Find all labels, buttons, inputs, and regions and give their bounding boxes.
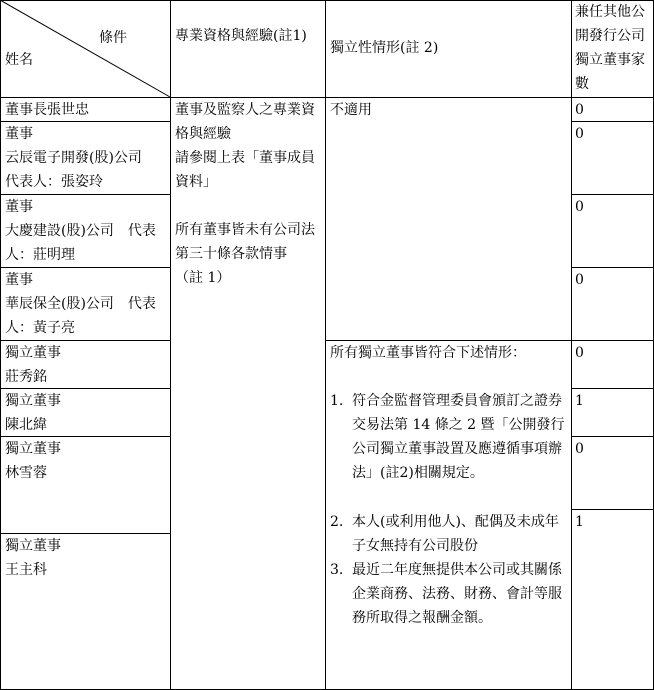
company-law-text: 所有董事皆未有公司法第三十條各款情事 （註 1）: [175, 222, 315, 286]
col-divider-3: [571, 0, 572, 690]
header-other-count: 兼任其他公開發行公司獨立董事家數: [575, 4, 645, 92]
header-name-label: 姓名: [5, 52, 33, 68]
header-independence: 獨立性情形(註 2): [330, 40, 439, 56]
not-applicable-text: 不適用: [330, 102, 372, 118]
other-company-count: 0: [575, 345, 584, 361]
independence-item-number: 1.: [330, 393, 344, 409]
experience-text: 董事及監察人之專業資格與經驗 請參閱上表「董事成員資料」: [175, 102, 315, 190]
header-experience: 專業資格與經驗(註1): [175, 28, 307, 44]
independence-item-number: 2.: [330, 514, 344, 530]
other-company-count: 1: [575, 514, 584, 530]
table-border-left: [0, 0, 1, 690]
independence-item-number: 3.: [330, 562, 344, 578]
director-name: 獨立董事 王主科: [5, 538, 61, 578]
director-name: 獨立董事 林雪蓉: [5, 441, 61, 481]
director-name: 董事長張世忠: [5, 102, 89, 118]
independence-item-text: 符合金監督管理委員會頒訂之證券交易法第 14 條之 2 暨「公開發行公司獨立董事設置及應遵循事項辦法」(註2)相關規定。: [352, 393, 565, 481]
director-name: 獨立董事 陳北緯: [5, 393, 61, 433]
director-name: 董事 云辰電子開發(股)公司 代表人：張姿玲: [5, 126, 142, 190]
other-company-count: 0: [575, 272, 584, 288]
other-company-count: 0: [575, 199, 584, 215]
director-name: 獨立董事 莊秀銘: [5, 345, 61, 385]
independence-item-text: 最近二年度無提供本公司或其關係企業商務、法務、財務、會計等服務所取得之報酬金額。: [352, 562, 562, 626]
other-company-count: 0: [575, 102, 584, 118]
header-condition-label: 條件: [99, 30, 127, 46]
col-divider-2: [325, 0, 326, 690]
independence-intro: 所有獨立董事皆符合下述情形：: [330, 345, 526, 361]
director-name: 董事 華辰保全(股)公司 代表人：黃子亮: [5, 272, 156, 336]
other-company-count: 0: [575, 126, 584, 142]
director-name: 董事 大慶建設(股)公司 代表人：莊明理: [5, 199, 156, 263]
other-company-count: 1: [575, 393, 584, 409]
other-company-count: 0: [575, 441, 584, 457]
col-divider-1: [170, 0, 171, 690]
independence-item-text: 本人(或利用他人)、配偶及未成年子女無持有公司股份: [352, 514, 559, 554]
